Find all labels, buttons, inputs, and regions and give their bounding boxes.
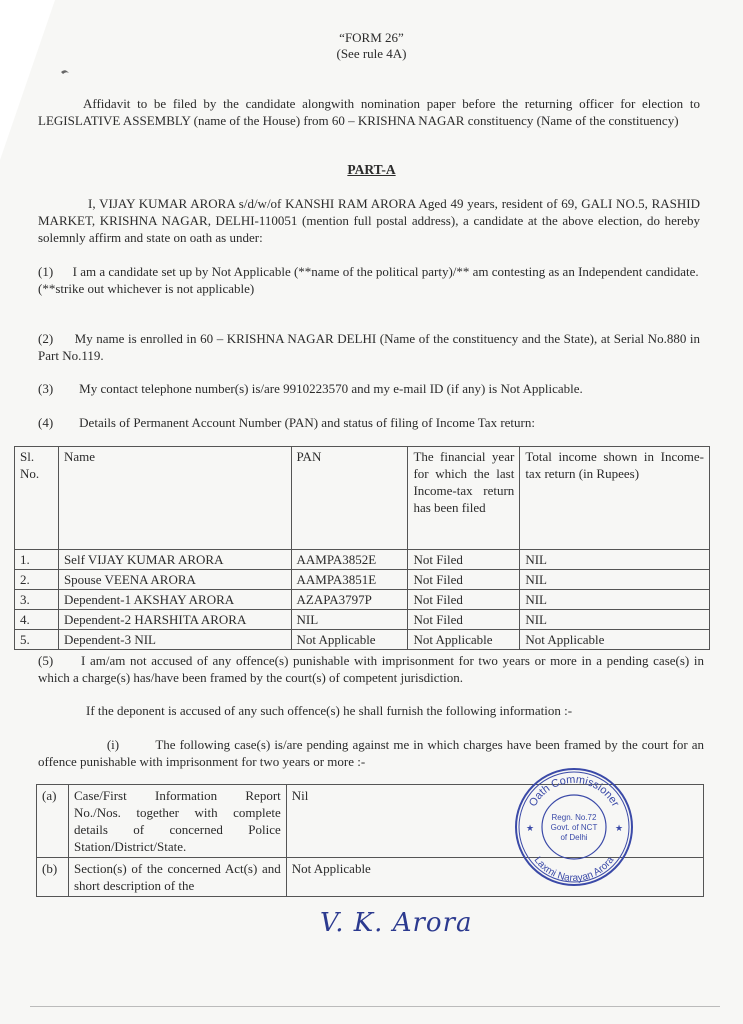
item-4: [38, 414, 700, 431]
table-row: [15, 550, 710, 570]
header-financial-year: The financial year for which the last Income-tax return has been filed: [408, 447, 520, 550]
page-fold-corner: [0, 0, 55, 160]
item-5-text: I am/am not accused of any offence(s) punishable with imprisonment for two years or more in a pending case(s) in which a charge(s) has/have been framed by the court(s) of competent jurisdiction.: [38, 653, 704, 685]
cell-year: Not Filed: [408, 590, 520, 610]
cell-year: Not Filed: [408, 610, 520, 630]
cell-sl: 3.: [15, 590, 59, 610]
seal-star-left-icon: ★: [526, 823, 535, 833]
cell-sl: 1.: [15, 550, 59, 570]
seal-star-right-icon: ★: [615, 823, 624, 833]
cell-label: (a): [37, 785, 69, 858]
seal-bottom-text: Laxmi Narayan Arora: [531, 854, 617, 885]
cell-description: Case/First Information Report No./Nos. together with complete details of concerned Police Station/District/State.: [68, 785, 286, 858]
item-3-text: My contact telephone number(s) is/are 9910223570 and my e-mail ID (if any) is Not Applicable.: [79, 381, 583, 396]
cell-income: NIL: [520, 610, 710, 630]
cell-pan: AZAPA3797P: [291, 590, 408, 610]
cell-sl: 2.: [15, 570, 59, 590]
cell-pan: Not Applicable: [291, 630, 408, 650]
header-total-income: Total income shown in Income-tax return (in Rupees): [520, 447, 710, 550]
seal-line-3: of Delhi: [560, 833, 588, 842]
cell-pan: AAMPA3852E: [291, 550, 408, 570]
cell-description: Section(s) of the concerned Act(s) and short description of the: [68, 858, 286, 897]
pan-table-header: [15, 447, 710, 550]
cell-sl: 5.: [15, 630, 59, 650]
item-4-text: Details of Permanent Account Number (PAN) and status of filing of Income Tax return:: [79, 415, 535, 430]
item-1-text: I am a candidate set up by Not Applicable (**name of the political party)/** am contesting as an Independent candidate.: [72, 264, 699, 279]
item-2-text: My name is enrolled in 60 – KRISHNA NAGAR DELHI (Name of the constituency and the State), at Serial No.880 in Part No.119.: [38, 331, 701, 363]
cell-income: NIL: [520, 570, 710, 590]
table-row: [15, 610, 710, 630]
cell-pan: AAMPA3851E: [291, 570, 408, 590]
table-row: [15, 630, 710, 650]
item-3-number: (3): [38, 381, 54, 396]
item-5: [38, 652, 704, 686]
cell-year: Not Filed: [408, 570, 520, 590]
cell-income: Not Applicable: [520, 630, 710, 650]
item-2: [38, 330, 700, 364]
cell-value: Not Applicable: [286, 858, 703, 897]
item-1: [38, 263, 700, 297]
declaration-paragraph: I, VIJAY KUMAR ARORA s/d/w/of KANSHI RAM ARORA Aged 49 years, resident of 69, GALI NO.5, RASHID MARKET, KRISHNA NAGAR, DELHI-110051 (mention full postal address), a candidate at the above election, do hereby solemnly affirm and state on oath as under:: [38, 196, 700, 245]
cell-label: (b): [37, 858, 69, 897]
cell-name: Dependent-2 HARSHITA ARORA: [58, 610, 291, 630]
cell-value: Nil: [286, 785, 703, 858]
part-heading: PART-A: [347, 162, 396, 177]
item-1-note: (**strike out whichever is not applicable): [38, 281, 255, 296]
seal-line-2: Govt. of NCT: [550, 823, 598, 832]
form-title: “FORM 26”: [339, 30, 404, 45]
item-5-number: (5): [38, 653, 54, 668]
header-sl: Sl. No.: [15, 447, 59, 550]
ink-mark-icon: [60, 68, 70, 78]
item-2-number: (2): [38, 331, 54, 346]
sub-item-i-number: (i): [106, 737, 120, 752]
page-bottom-rule: [30, 1006, 720, 1007]
form-header: [0, 30, 743, 62]
item-3: [38, 380, 700, 397]
seal-outer-text: Oath Commissioner: [526, 773, 622, 809]
header-pan: PAN: [291, 447, 408, 550]
cell-pan: NIL: [291, 610, 408, 630]
form-rule: (See rule 4A): [336, 46, 407, 61]
seal-line-1: Regn. No.72: [551, 813, 597, 822]
signature: V. K. Arora: [320, 908, 473, 938]
table-row: [15, 590, 710, 610]
cell-name: Dependent-3 NIL: [58, 630, 291, 650]
intro-paragraph: Affidavit to be filed by the candidate alongwith nomination paper before the returning officer for election to LEGISLATIVE ASSEMBLY (name of the House) from 60 – KRISHNA NAGAR constituency (Name of the constituency): [38, 96, 700, 128]
cell-sl: 4.: [15, 610, 59, 630]
item-1-number: (1): [38, 264, 54, 279]
cell-income: NIL: [520, 550, 710, 570]
cell-year: Not Filed: [408, 550, 520, 570]
sub-item-i-text: The following case(s) is/are pending against me in which charges have been framed by the court for an offence punishable with imprisonment for two years or more :-: [38, 737, 705, 769]
cell-income: NIL: [520, 590, 710, 610]
table-row: [15, 570, 710, 590]
item-4-number: (4): [38, 415, 54, 430]
pan-table: [14, 446, 710, 650]
cell-name: Spouse VEENA ARORA: [58, 570, 291, 590]
cell-name: Self VIJAY KUMAR ARORA: [58, 550, 291, 570]
deponent-paragraph: If the deponent is accused of any such offence(s) he shall furnish the following information :-: [86, 703, 573, 718]
cell-year: Not Applicable: [408, 630, 520, 650]
cell-name: Dependent-1 AKSHAY ARORA: [58, 590, 291, 610]
header-name: Name: [58, 447, 291, 550]
oath-commissioner-seal-icon: [512, 765, 637, 890]
